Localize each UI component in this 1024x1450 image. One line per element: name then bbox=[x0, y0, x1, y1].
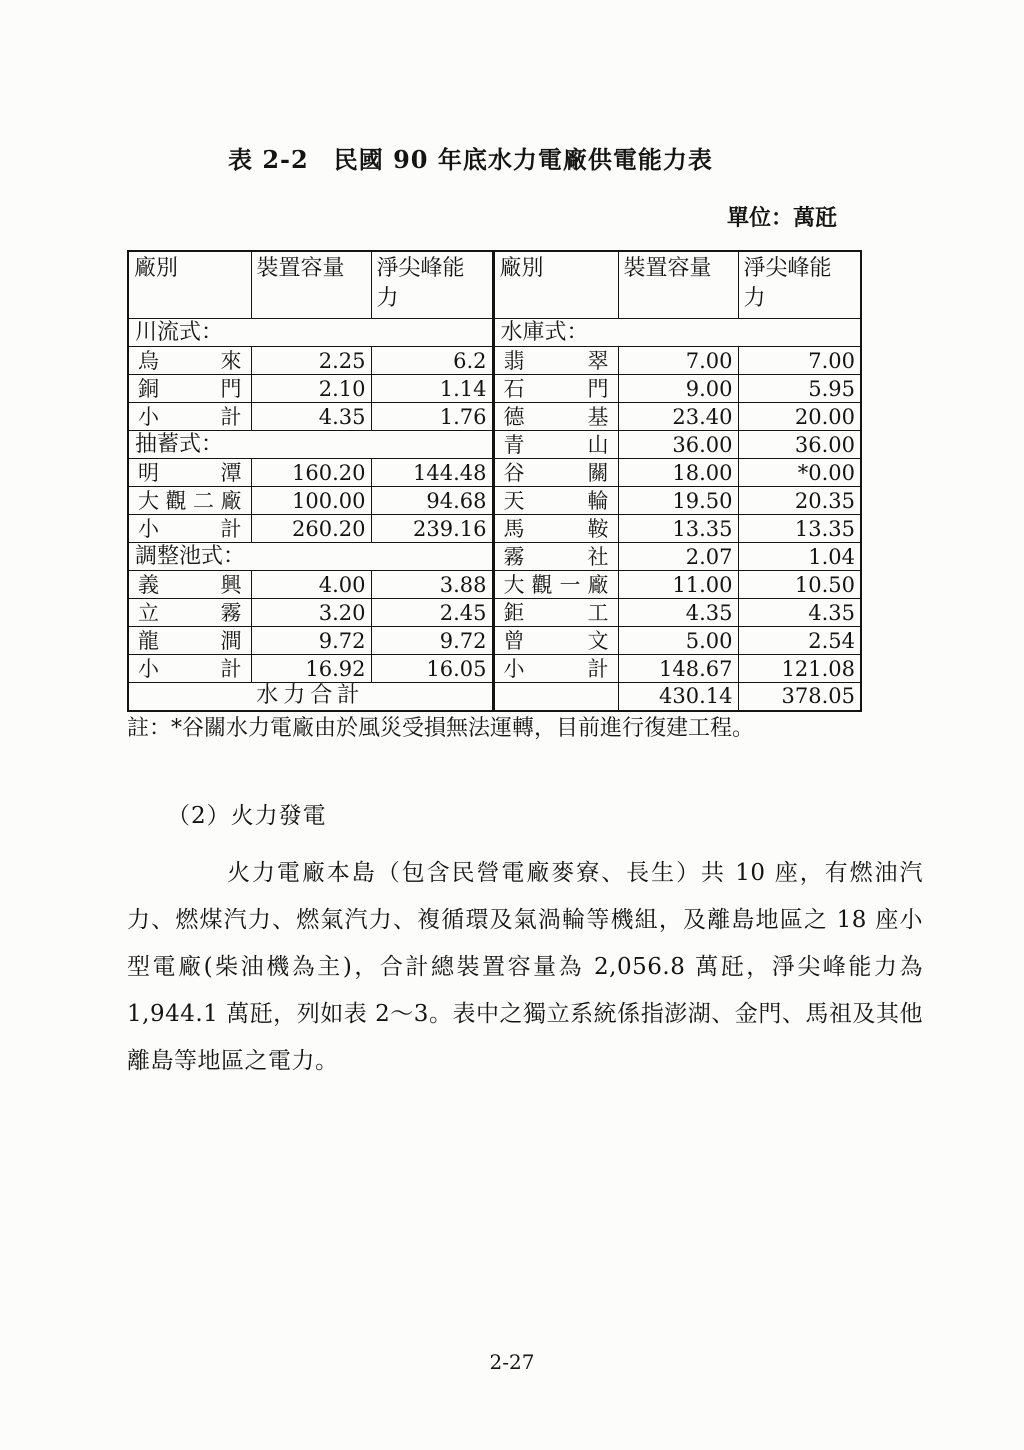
peak-capability-cell: 2.45 bbox=[371, 599, 493, 627]
table-note: 註：*谷關水力電廠由於風災受損無法運轉，目前進行復建工程。 bbox=[127, 716, 755, 741]
peak-capability-cell: 5.95 bbox=[738, 375, 861, 403]
peak-capability-cell: 20.35 bbox=[738, 487, 861, 515]
table-row bbox=[128, 375, 861, 403]
table-row bbox=[128, 599, 861, 627]
table-body bbox=[128, 319, 861, 711]
capacity-cell: 430.14 bbox=[618, 683, 738, 711]
peak-capability-cell: 144.48 bbox=[371, 459, 493, 487]
capacity-cell: 9.72 bbox=[251, 627, 371, 655]
plant-name-cell: 石 門 bbox=[493, 375, 618, 403]
peak-capability-cell: 1.76 bbox=[371, 403, 493, 431]
peak-capability-cell: 239.16 bbox=[371, 515, 493, 543]
capacity-cell: 9.00 bbox=[618, 375, 738, 403]
capacity-cell: 2.07 bbox=[618, 543, 738, 571]
unit-label: 單位：萬瓩 bbox=[727, 205, 838, 231]
table-row bbox=[128, 543, 861, 571]
capacity-cell: 36.00 bbox=[618, 431, 738, 459]
capacity-cell: 2.10 bbox=[251, 375, 371, 403]
peak-capability-cell: 1.14 bbox=[371, 375, 493, 403]
plant-name-cell: 曾 文 bbox=[493, 627, 618, 655]
section-label-cell: 抽蓄式： bbox=[128, 431, 493, 459]
peak-capability-cell: 36.00 bbox=[738, 431, 861, 459]
plant-name-cell: 霧 社 bbox=[493, 543, 618, 571]
capacity-cell: 4.00 bbox=[251, 571, 371, 599]
peak-capability-cell: 20.00 bbox=[738, 403, 861, 431]
peak-capability-cell: 3.88 bbox=[371, 571, 493, 599]
peak-capability-cell: 16.05 bbox=[371, 655, 493, 683]
plant-name-cell: 天 輪 bbox=[493, 487, 618, 515]
plant-name-cell bbox=[493, 683, 618, 711]
plant-name-cell: 馬 鞍 bbox=[493, 515, 618, 543]
header-cell: 淨尖峰能力 bbox=[371, 251, 493, 319]
hydro-capacity-table bbox=[127, 250, 862, 712]
table-title: 表 2-2 民國 90 年底水力電廠供電能力表 bbox=[228, 145, 713, 174]
plant-name-cell: 小 計 bbox=[128, 515, 251, 543]
capacity-cell: 148.67 bbox=[618, 655, 738, 683]
plant-name-cell: 小 計 bbox=[128, 655, 251, 683]
plant-name-cell: 大 觀 二 廠 bbox=[128, 487, 251, 515]
capacity-cell: 260.20 bbox=[251, 515, 371, 543]
plant-name-cell: 大 觀 一 廠 bbox=[493, 571, 618, 599]
plant-name-cell: 義 興 bbox=[128, 571, 251, 599]
capacity-cell: 11.00 bbox=[618, 571, 738, 599]
header-cell: 廠別 bbox=[493, 251, 618, 319]
plant-name-cell: 翡 翠 bbox=[493, 347, 618, 375]
header-cell: 裝置容量 bbox=[618, 251, 738, 319]
capacity-cell: 100.00 bbox=[251, 487, 371, 515]
table-row bbox=[128, 571, 861, 599]
table-row bbox=[128, 431, 861, 459]
section-label-cell: 調整池式： bbox=[128, 543, 493, 571]
peak-capability-cell: *0.00 bbox=[738, 459, 861, 487]
capacity-cell: 160.20 bbox=[251, 459, 371, 487]
table-row bbox=[128, 487, 861, 515]
peak-capability-cell: 10.50 bbox=[738, 571, 861, 599]
table-row bbox=[128, 683, 861, 711]
capacity-cell: 23.40 bbox=[618, 403, 738, 431]
peak-capability-cell: 378.05 bbox=[738, 683, 861, 711]
section-label-cell: 川流式： bbox=[128, 319, 493, 347]
header-cell: 淨尖峰能力 bbox=[738, 251, 861, 319]
peak-capability-cell: 7.00 bbox=[738, 347, 861, 375]
peak-capability-cell: 13.35 bbox=[738, 515, 861, 543]
capacity-cell: 4.35 bbox=[618, 599, 738, 627]
plant-name-cell: 谷 關 bbox=[493, 459, 618, 487]
plant-name-cell: 立 霧 bbox=[128, 599, 251, 627]
peak-capability-cell: 9.72 bbox=[371, 627, 493, 655]
capacity-cell: 2.25 bbox=[251, 347, 371, 375]
header-cell: 裝置容量 bbox=[251, 251, 371, 319]
capacity-cell: 16.92 bbox=[251, 655, 371, 683]
capacity-cell: 18.00 bbox=[618, 459, 738, 487]
plant-name-cell: 龍 澗 bbox=[128, 627, 251, 655]
peak-capability-cell: 2.54 bbox=[738, 627, 861, 655]
table-row bbox=[128, 627, 861, 655]
table-row bbox=[128, 319, 861, 347]
table-header-row bbox=[128, 251, 861, 319]
capacity-cell: 3.20 bbox=[251, 599, 371, 627]
section-heading: （2）火力發電 bbox=[167, 803, 327, 829]
peak-capability-cell: 1.04 bbox=[738, 543, 861, 571]
peak-capability-cell: 4.35 bbox=[738, 599, 861, 627]
plant-name-cell: 明 潭 bbox=[128, 459, 251, 487]
plant-name-cell: 烏 來 bbox=[128, 347, 251, 375]
plant-name-cell: 鉅 工 bbox=[493, 599, 618, 627]
plant-name-cell: 銅 門 bbox=[128, 375, 251, 403]
peak-capability-cell: 121.08 bbox=[738, 655, 861, 683]
header-cell: 廠別 bbox=[128, 251, 251, 319]
section-label-cell: 水庫式： bbox=[493, 319, 861, 347]
hydro-total-label-cell: 水力合計 bbox=[128, 683, 493, 711]
body-paragraph: 火力電廠本島（包含民營電廠麥寮、長生）共 10 座，有燃油汽力、燃煤汽力、燃氣汽力、複循環及氣渦輪等機組，及離島地區之 18 座小型電廠(柴油機為主)，合計總裝置容量為 2,056.8 萬瓩，淨尖峰能力為 1,944.1 萬瓩，列如表 2～3。表中之獨立系統係指澎湖、金門、馬祖及其他離島等地區之電力。 bbox=[127, 860, 923, 1074]
peak-capability-cell: 94.68 bbox=[371, 487, 493, 515]
capacity-cell: 4.35 bbox=[251, 403, 371, 431]
plant-name-cell: 青 山 bbox=[493, 431, 618, 459]
table-row bbox=[128, 459, 861, 487]
capacity-cell: 13.35 bbox=[618, 515, 738, 543]
capacity-cell: 5.00 bbox=[618, 627, 738, 655]
peak-capability-cell: 6.2 bbox=[371, 347, 493, 375]
plant-name-cell: 小 計 bbox=[493, 655, 618, 683]
page-number: 2-27 bbox=[489, 1350, 535, 1374]
table-header-row bbox=[128, 251, 861, 319]
plant-name-cell: 德 基 bbox=[493, 403, 618, 431]
table-row bbox=[128, 347, 861, 375]
table-row bbox=[128, 403, 861, 431]
table-row bbox=[128, 515, 861, 543]
capacity-cell: 7.00 bbox=[618, 347, 738, 375]
plant-name-cell: 小 計 bbox=[128, 403, 251, 431]
table-row bbox=[128, 655, 861, 683]
capacity-cell: 19.50 bbox=[618, 487, 738, 515]
